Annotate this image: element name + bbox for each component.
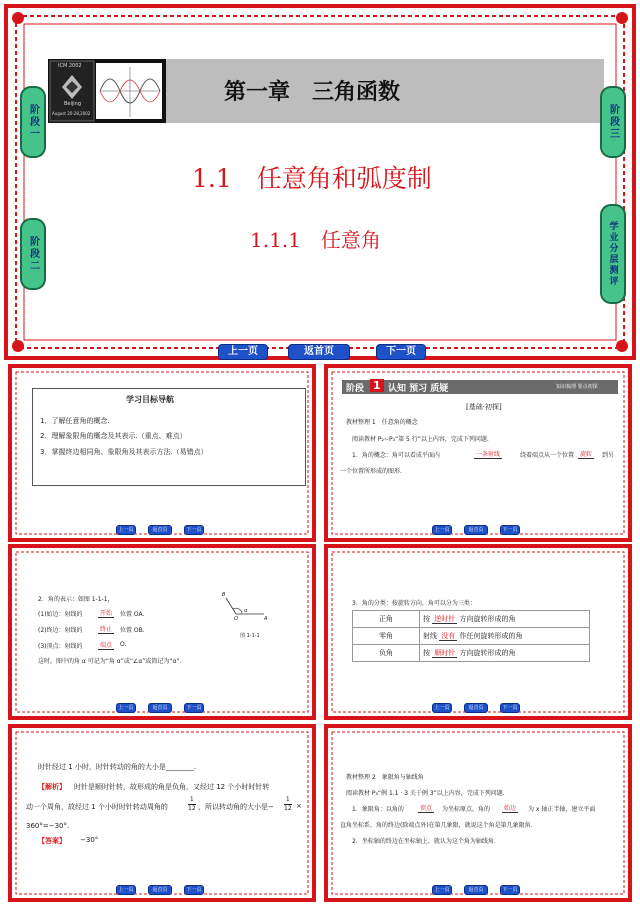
table-cell-desc [420,645,590,662]
next-page-button[interactable]: 下一页 [184,885,204,895]
desc-post: 方向旋转形成的角 [459,649,516,657]
goal-item: 2．理解象限角的概念及其表示.（重点、难点） [40,432,187,440]
figure-label: O [234,616,238,622]
text-line: 到另 [602,452,615,459]
slide-angle-notation [8,544,316,720]
stage-title: 认知 预习 质疑 [388,384,449,394]
table-row [353,611,590,628]
goal-item: 3．掌握终边相同角、象限角及其表示方法.（易错点） [40,448,208,456]
next-page-button[interactable]: 下一页 [184,525,204,535]
table-cell-name: 零角 [353,628,420,645]
answer-blank: 旋转 [580,451,593,458]
text-line: 这时，图中的角 α 可记为“角 α”或“∠α”或简记为“α”. [38,658,182,665]
home-page-button[interactable]: 返首页 [148,703,172,713]
slide-angle-classification [324,544,632,720]
home-page-button[interactable]: 返首页 [464,885,488,895]
home-page-button[interactable]: 返首页 [288,344,350,360]
desc-post: 作任何旋转形成的角 [459,632,523,640]
text-line: (3)顶点：射线的 [38,643,83,650]
figure-label: α [244,608,248,614]
text-line: 阅读教材 P₃“例 1.1 · 3 关于例 3”以上内容，完成下列问题. [346,790,505,797]
figure-caption: 图 1-1-1 [240,633,260,639]
home-page-button[interactable]: 返首页 [148,885,172,895]
table-row [353,628,590,645]
answer-blank: 没有 [441,632,456,640]
text-line: 一个位置所形成的图形. [340,468,402,475]
text-line: 为 x 轴正半轴，建立平面 [528,806,596,813]
goals-heading: 学习目标导航 [126,395,174,404]
home-page-button[interactable]: 返首页 [464,703,488,713]
answer-blank: 终止 [100,626,113,633]
slide-quadrant-angles [324,724,632,902]
text-line: 直角坐标系，角的终边(除端点外)在第几象限，就说这个角是第几象限角. [340,822,533,829]
next-page-button[interactable]: 下一页 [500,525,520,535]
slide-frame [8,724,316,902]
desc-pre: 按 [423,649,430,657]
text-line: O. [120,641,127,648]
home-page-button[interactable]: 返首页 [464,525,488,535]
table-cell-name: 正角 [353,611,420,628]
answer-blank: 始边 [504,805,517,812]
table-cell-desc [420,611,590,628]
answer-blank: 顺时针 [434,649,456,657]
section-title: 1.1 任意角和弧度制 [192,164,432,193]
next-page-button[interactable]: 下一页 [376,344,426,360]
figure-label: A [264,616,268,622]
fraction-numerator: 1 [189,796,194,803]
icm-logo [48,59,166,123]
prev-page-button[interactable]: 上一页 [116,525,136,535]
tab-stage-two[interactable]: 阶段二 [20,218,46,290]
prev-page-button[interactable]: 上一页 [116,885,136,895]
chapter-title: 第一章 三角函数 [224,79,401,105]
text-line: 2．坐标轴的终边在坐标轴上，就认为这个角为轴线角. [352,838,496,845]
classification-table [352,610,590,662]
answer-blank: 开始 [100,610,113,617]
text-line: 教材整理 1 任意角的概念 [346,419,418,426]
analysis-text: ，所以转动角的大小是− [198,803,274,811]
text-line: 阅读教材 P₂~P₃“第 5 行”以上内容，完成下列问题. [352,436,489,443]
fraction-numerator: 1 [285,796,290,803]
tab-stage-three[interactable]: 阶段三 [600,86,626,158]
subsection-title: 1.1.1 任意角 [250,228,381,252]
cover-slide [4,4,636,360]
next-page-button[interactable]: 下一页 [500,703,520,713]
answer-blank: 逆时针 [434,615,456,623]
logo-text-date: August 20-28,2002 [52,111,91,116]
sub-heading: [基础·初探] [466,403,502,411]
fraction-denominator: 12 [188,805,196,812]
question-text: 时针经过 1 小时，时针转动的角的大小是________. [38,763,197,771]
prev-page-button[interactable]: 上一页 [116,703,136,713]
text-line: 为坐标原点，角的 [442,806,491,813]
text-line: 2．角的表示：如图 1-1-1， [38,596,114,603]
desc-pre: 射线 [423,632,437,640]
home-page-button[interactable]: 返首页 [148,525,172,535]
tab-assessment[interactable]: 学业分层测评 [600,204,626,304]
analysis-text: 时针是顺时针转，故形成的角是负角，又经过 12 个小时时针转 [74,783,270,791]
answer-blank: 端点 [100,642,113,649]
text-line: 位置 OB. [120,627,145,634]
answer-blank: 顶点 [420,805,433,812]
fraction-denominator: 12 [284,805,292,812]
stage-label: 阶段 [346,384,365,394]
answer-blank: 一条射线 [476,451,501,458]
answer-label: 【答案】 [38,837,66,845]
fraction [284,796,292,813]
prev-page-button[interactable]: 上一页 [432,703,452,713]
classification-heading: 3．角的分类：按旋转方向，角可以分为三类： [352,600,476,607]
table-cell-desc [420,628,590,645]
analysis-text: 360°=−30°. [26,822,70,830]
text-line: (2)终边：射线的 [38,627,83,634]
next-page-button[interactable]: 下一页 [500,885,520,895]
prev-page-button[interactable]: 上一页 [432,525,452,535]
slide-frame [324,724,632,902]
text-line: 1．角的概念：角可以看成平面内 [352,452,440,459]
stage-number: 1 [370,379,384,392]
table-row [353,645,590,662]
goal-item: 1．了解任意角的概念. [40,417,110,425]
analysis-label: 【解析】 [38,783,66,791]
table-cell-name: 负角 [353,645,420,662]
fraction [188,796,196,813]
analysis-text: × [296,802,302,810]
stage-right-label: 知识梳理 要点初探 [556,384,598,390]
desc-pre: 按 [423,615,430,623]
tab-stage-one[interactable]: 阶段一 [20,86,46,158]
prev-page-button[interactable]: 上一页 [218,344,268,360]
logo-text-top: ICM 2002 [58,63,82,69]
prev-page-button[interactable]: 上一页 [432,885,452,895]
text-line: 位置 OA. [120,611,145,618]
slide-example-problem [8,724,316,902]
figure-label: B [222,592,226,598]
analysis-text: 动一个周角，故经过 1 个小时时针转动周角的 [26,803,168,811]
next-page-button[interactable]: 下一页 [184,703,204,713]
logo-text-city: Beijing [64,101,82,107]
slide-concept-intro [324,364,632,542]
text-line: 绕着端点从一个位置 [520,452,575,459]
answer-value: −30° [80,836,99,844]
text-line: (1)始边：射线的 [38,611,83,618]
desc-post: 方向旋转形成的角 [459,615,516,623]
text-line: 1．象限角：以角的 [352,806,404,813]
slide-learning-goals [8,364,316,542]
text-line: 教材整理 2 象限角与轴线角 [346,774,424,781]
